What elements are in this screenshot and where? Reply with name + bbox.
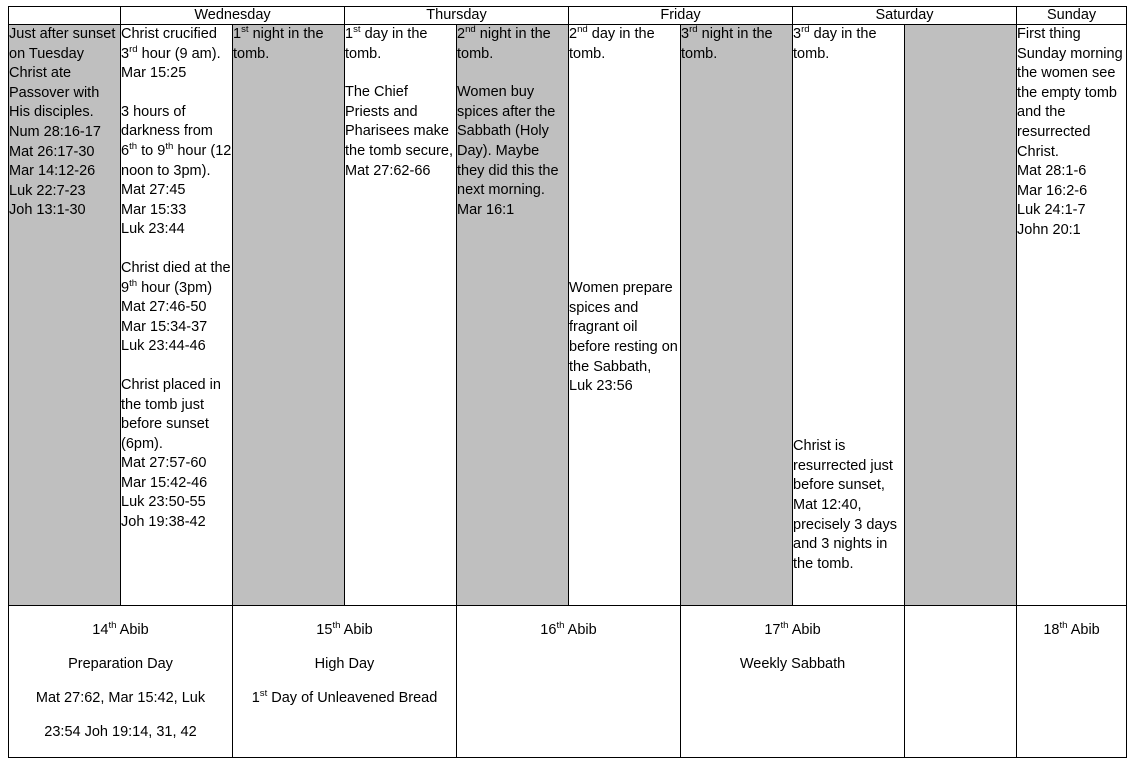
wednesday-death-ref-2: Mar 15:34-37 <box>121 318 208 335</box>
cell-sunday-day <box>1017 25 1127 606</box>
saturday-day-ordinal: 3 <box>793 26 802 42</box>
thursday-guard-text: The Chief Priests and Pharisees make the tomb secure, <box>345 84 453 159</box>
thursday-night-ordinal: 2 <box>457 26 466 42</box>
thursday-spices-ref: Mar 16:1 <box>457 201 515 218</box>
sunday-ref-2: Mar 16:2-6 <box>1017 182 1088 199</box>
saturday-day-text <box>793 25 904 64</box>
abib-15-unit: Abib <box>340 621 373 638</box>
wednesday-death-ref-1: Mat 27:46-50 <box>121 299 207 316</box>
wednesday-death-a: Christ died at the 9 <box>121 259 231 296</box>
thursday-night-tail: night in the tomb. <box>457 26 551 62</box>
timeline-table <box>8 6 1127 758</box>
footer-abib-16 <box>457 606 681 758</box>
cell-saturday-day <box>793 25 905 606</box>
abib-16-date <box>457 621 680 641</box>
wednesday-death-ref-3: Luk 23:44-46 <box>121 338 206 355</box>
abib-15-feast-ordinal: 1 <box>251 689 260 706</box>
cell-saturday-night <box>905 25 1017 606</box>
thursday-day-ordinal: 1 <box>345 26 354 42</box>
ordinal-suffix: th <box>108 619 117 631</box>
abib-14-ref-2: 23:54 Joh 19:14, 31, 42 <box>44 723 197 740</box>
sunday-ref-4: John 20:1 <box>1017 221 1081 238</box>
abib-14-number: 14 <box>92 621 109 638</box>
wednesday-darkness-text <box>121 103 232 181</box>
abib-18-number: 18 <box>1043 621 1060 638</box>
friday-day-tail: day in the tomb. <box>569 26 655 62</box>
thursday-night-text <box>457 25 568 64</box>
abib-15-feast-tail: Day of Unleavened Bread <box>267 689 438 706</box>
tuesday-night-ref-3: Mar 14:12-26 <box>9 163 96 180</box>
ordinal-suffix: rd <box>689 24 698 36</box>
day-header-wednesday: Wednesday <box>121 7 345 25</box>
wednesday-darkness-ref-2: Mar 15:33 <box>121 201 187 218</box>
abib-14-ref-1: Mat 27:62, Mar 15:42, Luk <box>35 689 206 706</box>
thursday-day-text <box>345 25 456 64</box>
friday-prepare-ref: Luk 23:56 <box>569 378 633 395</box>
abib-16-unit: Abib <box>564 621 597 638</box>
friday-night-text <box>681 25 792 64</box>
thursday-day-tail: day in the tomb. <box>345 26 428 62</box>
tuesday-night-ref-4: Luk 22:7-23 <box>9 182 86 199</box>
wednesday-crucifixion-ref: Mar 15:25 <box>121 65 187 82</box>
abib-18-date <box>1017 621 1126 641</box>
footer-abib-15 <box>233 606 457 758</box>
wednesday-burial-ref-4: Joh 19:38-42 <box>121 514 206 531</box>
cell-friday-night <box>681 25 793 606</box>
saturday-resurrection-ref: Mat 12:40, precisely 3 days and 3 nights in the tomb. <box>793 496 897 572</box>
wednesday-burial-ref-1: Mat 27:57-60 <box>121 455 207 472</box>
friday-night-ordinal: 3 <box>681 26 690 42</box>
day-header-row <box>9 7 1127 25</box>
wednesday-burial-ref-3: Luk 23:50-55 <box>121 494 206 511</box>
ordinal-suffix: th <box>556 619 565 631</box>
wednesday-darkness-ref-1: Mat 27:45 <box>121 182 186 199</box>
footer-blank-text <box>905 621 1016 631</box>
ordinal-suffix: rd <box>801 24 810 36</box>
saturday-day-tail: day in the tomb. <box>793 26 877 62</box>
abib-15-label: High Day <box>314 655 375 672</box>
footer-abib-14 <box>9 606 233 758</box>
cell-friday-day <box>569 25 681 606</box>
abib-16-number: 16 <box>540 621 557 638</box>
footer-abib-17 <box>681 606 905 758</box>
ordinal-suffix: st <box>241 24 249 36</box>
wednesday-darkness-b: to 9 <box>137 142 166 159</box>
cell-thursday-day <box>345 25 457 606</box>
abib-18-unit: Abib <box>1067 621 1100 638</box>
cell-tuesday-night <box>9 25 121 606</box>
abib-14-unit: Abib <box>116 621 149 638</box>
abib-15-number: 15 <box>316 621 333 638</box>
cell-wednesday-night <box>233 25 345 606</box>
abib-15-date <box>233 621 456 641</box>
ordinal-suffix: th <box>1059 619 1068 631</box>
abib-14-date <box>9 621 232 641</box>
wednesday-darkness-c: hour (12 noon to 3pm). <box>121 142 232 179</box>
sunday-text: First thing Sunday morning the women see the empty tomb and the resurrected Christ. <box>1017 26 1123 160</box>
wednesday-crucifixion-hour: Christ crucified 3 <box>121 26 217 62</box>
abib-14-label: Preparation Day <box>68 655 173 672</box>
wednesday-death-b: hour (3pm) <box>137 279 213 296</box>
footer-blank <box>905 606 1017 758</box>
footer-row <box>9 606 1127 758</box>
friday-prepare-text: Women prepare spices and fragrant oil before resting on the Sabbath, <box>569 280 678 375</box>
wednesday-burial-ref-2: Mar 15:42-46 <box>121 474 208 491</box>
wednesday-crucifixion-text <box>121 25 232 64</box>
ordinal-suffix: th <box>332 619 341 631</box>
abib-17-number: 17 <box>764 621 781 638</box>
ordinal-suffix: st <box>353 24 361 36</box>
ordinal-suffix: th <box>780 619 789 631</box>
tuesday-night-line-1: Just after sunset on Tuesday Christ ate Passover with His disciples. <box>9 26 116 121</box>
day-header-saturday: Saturday <box>793 7 1017 25</box>
wednesday-night-text <box>233 25 344 64</box>
ordinal-suffix: th <box>129 277 138 289</box>
wednesday-burial-text: Christ placed in the tomb just before sunset (6pm). <box>121 376 221 452</box>
wednesday-crucifixion-hour-tail: hour (9 am). <box>137 45 221 62</box>
abib-17-date <box>681 621 904 641</box>
friday-day-text <box>569 25 680 64</box>
abib-17-label: Weekly Sabbath <box>739 655 846 672</box>
abib-17-unit: Abib <box>788 621 821 638</box>
wednesday-death-text <box>121 259 232 298</box>
tuesday-night-ref-1: Num 28:16-17 <box>9 123 101 140</box>
resurrection-timeline-chart <box>0 6 1135 740</box>
content-row <box>9 25 1127 606</box>
footer-abib-18 <box>1017 606 1127 758</box>
saturday-resurrection-text: Christ is resurrected just before sunset, <box>793 438 893 494</box>
wednesday-night-ordinal: 1 <box>233 26 242 42</box>
ordinal-suffix: nd <box>577 24 588 36</box>
abib-15-feast <box>233 689 456 709</box>
ordinal-suffix: st <box>259 687 268 699</box>
thursday-spices-text: Women buy spices after the Sabbath (Holy Day). Maybe they did this the next morning. <box>457 84 559 199</box>
wednesday-night-tail: night in the tomb. <box>233 26 324 62</box>
friday-night-tail: night in the tomb. <box>681 26 773 62</box>
friday-day-ordinal: 2 <box>569 26 578 42</box>
wednesday-darkness-a: 3 hours of darkness from 6 <box>121 103 213 159</box>
tuesday-night-ref-2: Mat 26:17-30 <box>9 143 95 160</box>
sunday-ref-1: Mat 28:1-6 <box>1017 163 1087 180</box>
ordinal-suffix: th <box>165 141 174 153</box>
sunday-ref-3: Luk 24:1-7 <box>1017 202 1086 219</box>
cell-wednesday-day <box>121 25 233 606</box>
ordinal-suffix: nd <box>465 24 476 36</box>
day-header-sunday: Sunday <box>1017 7 1127 25</box>
thursday-guard-ref: Mat 27:62-66 <box>345 162 431 179</box>
ordinal-suffix: rd <box>129 43 138 55</box>
day-header-blank <box>9 7 121 25</box>
ordinal-suffix: th <box>129 141 138 153</box>
tuesday-night-ref-5: Joh 13:1-30 <box>9 202 86 219</box>
day-header-thursday: Thursday <box>345 7 569 25</box>
day-header-friday: Friday <box>569 7 793 25</box>
wednesday-darkness-ref-3: Luk 23:44 <box>121 221 185 238</box>
cell-thursday-night <box>457 25 569 606</box>
